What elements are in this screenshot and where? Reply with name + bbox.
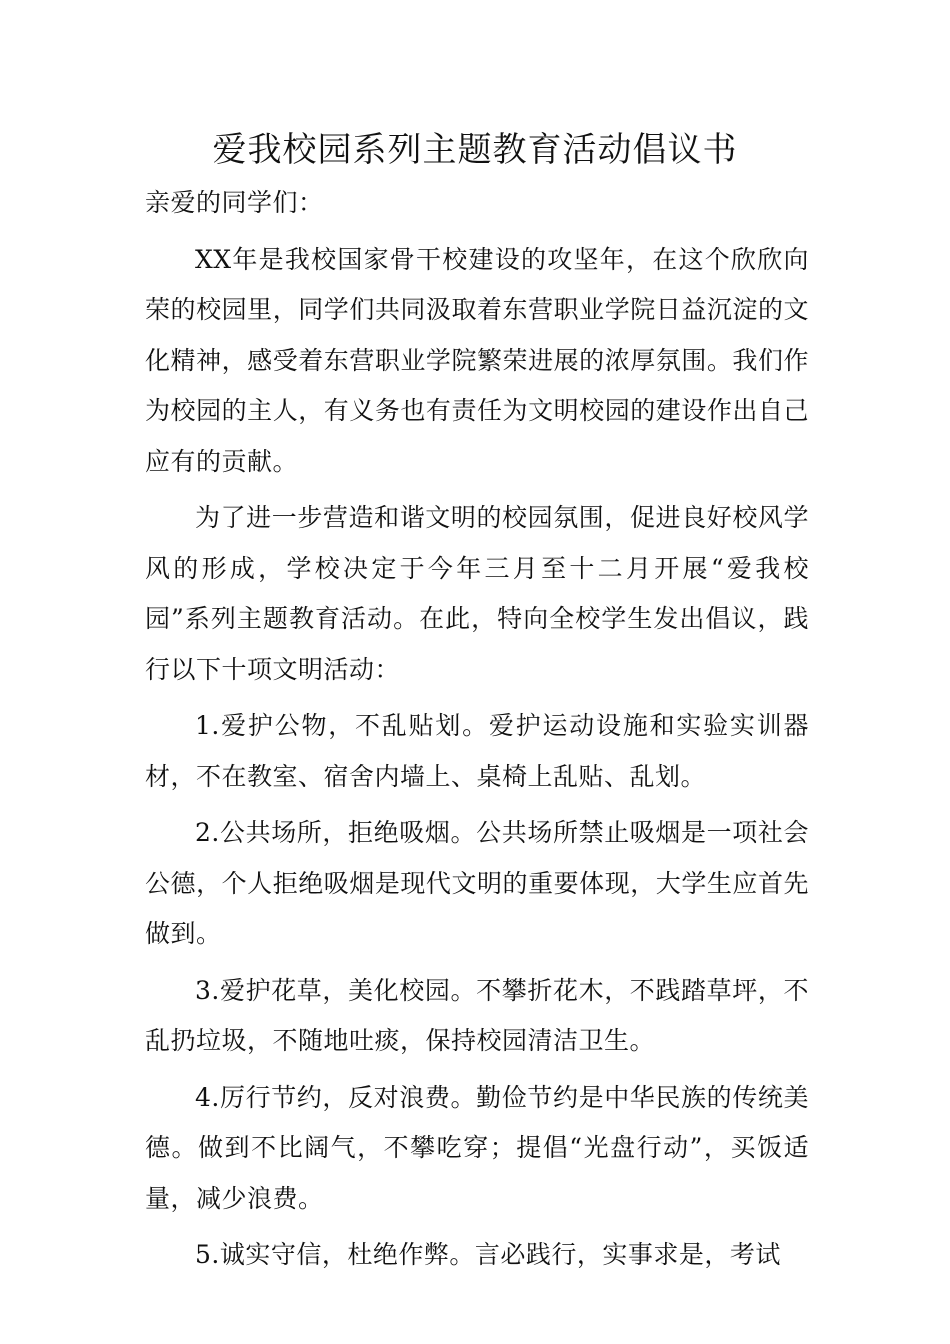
list-item-2: 2.公共场所，拒绝吸烟。公共场所禁止吸烟是一项社会公德，个人拒绝吸烟是现代文明的重要体现，大学生应首先做到。 — [145, 818, 809, 948]
salutation: 亲爱的同学们： — [145, 188, 324, 217]
list-item-1: 1.爱护公物，不乱贴划。爱护运动设施和实验实训器材，不在教室、宿舍内墙上、桌椅上乱贴、乱划。 — [145, 711, 809, 791]
list-item-3: 3.爱护花草，美化校园。不攀折花木，不践踏草坪，不乱扔垃圾，不随地吐痰，保持校园清洁卫生。 — [145, 975, 809, 1055]
paragraph-proposal: 为了进一步营造和谐文明的校园氛围，促进良好校风学风的形成，学校决定于今年三月至十二月开展“爱我校园”系列主题教育活动。在此，特向全校学生发出倡议，践行以下十项文明活动： — [145, 503, 809, 684]
document-title: 爱我校园系列主题教育活动倡议书 — [212, 130, 738, 170]
list-item-5: 5.诚实守信，杜绝作弊。言必践行，实事求是，考试 — [195, 1240, 781, 1269]
paragraph-intro: XX年是我校国家骨干校建设的攻坚年，在这个欣欣向荣的校园里，同学们共同汲取着东营职业学院日益沉淀的文化精神，感受着东营职业学院繁荣进展的浓厚氛围。我们作为校园的主人，有义务也有责任为文明校园的建设作出自己应有的贡献。 — [145, 244, 809, 476]
list-item-4: 4.厉行节约，反对浪费。勤俭节约是中华民族的传统美德。做到不比阔气，不攀吃穿；提倡“光盘行动”，买饭适量，减少浪费。 — [145, 1082, 809, 1213]
document-body — [145, 178, 809, 1287]
